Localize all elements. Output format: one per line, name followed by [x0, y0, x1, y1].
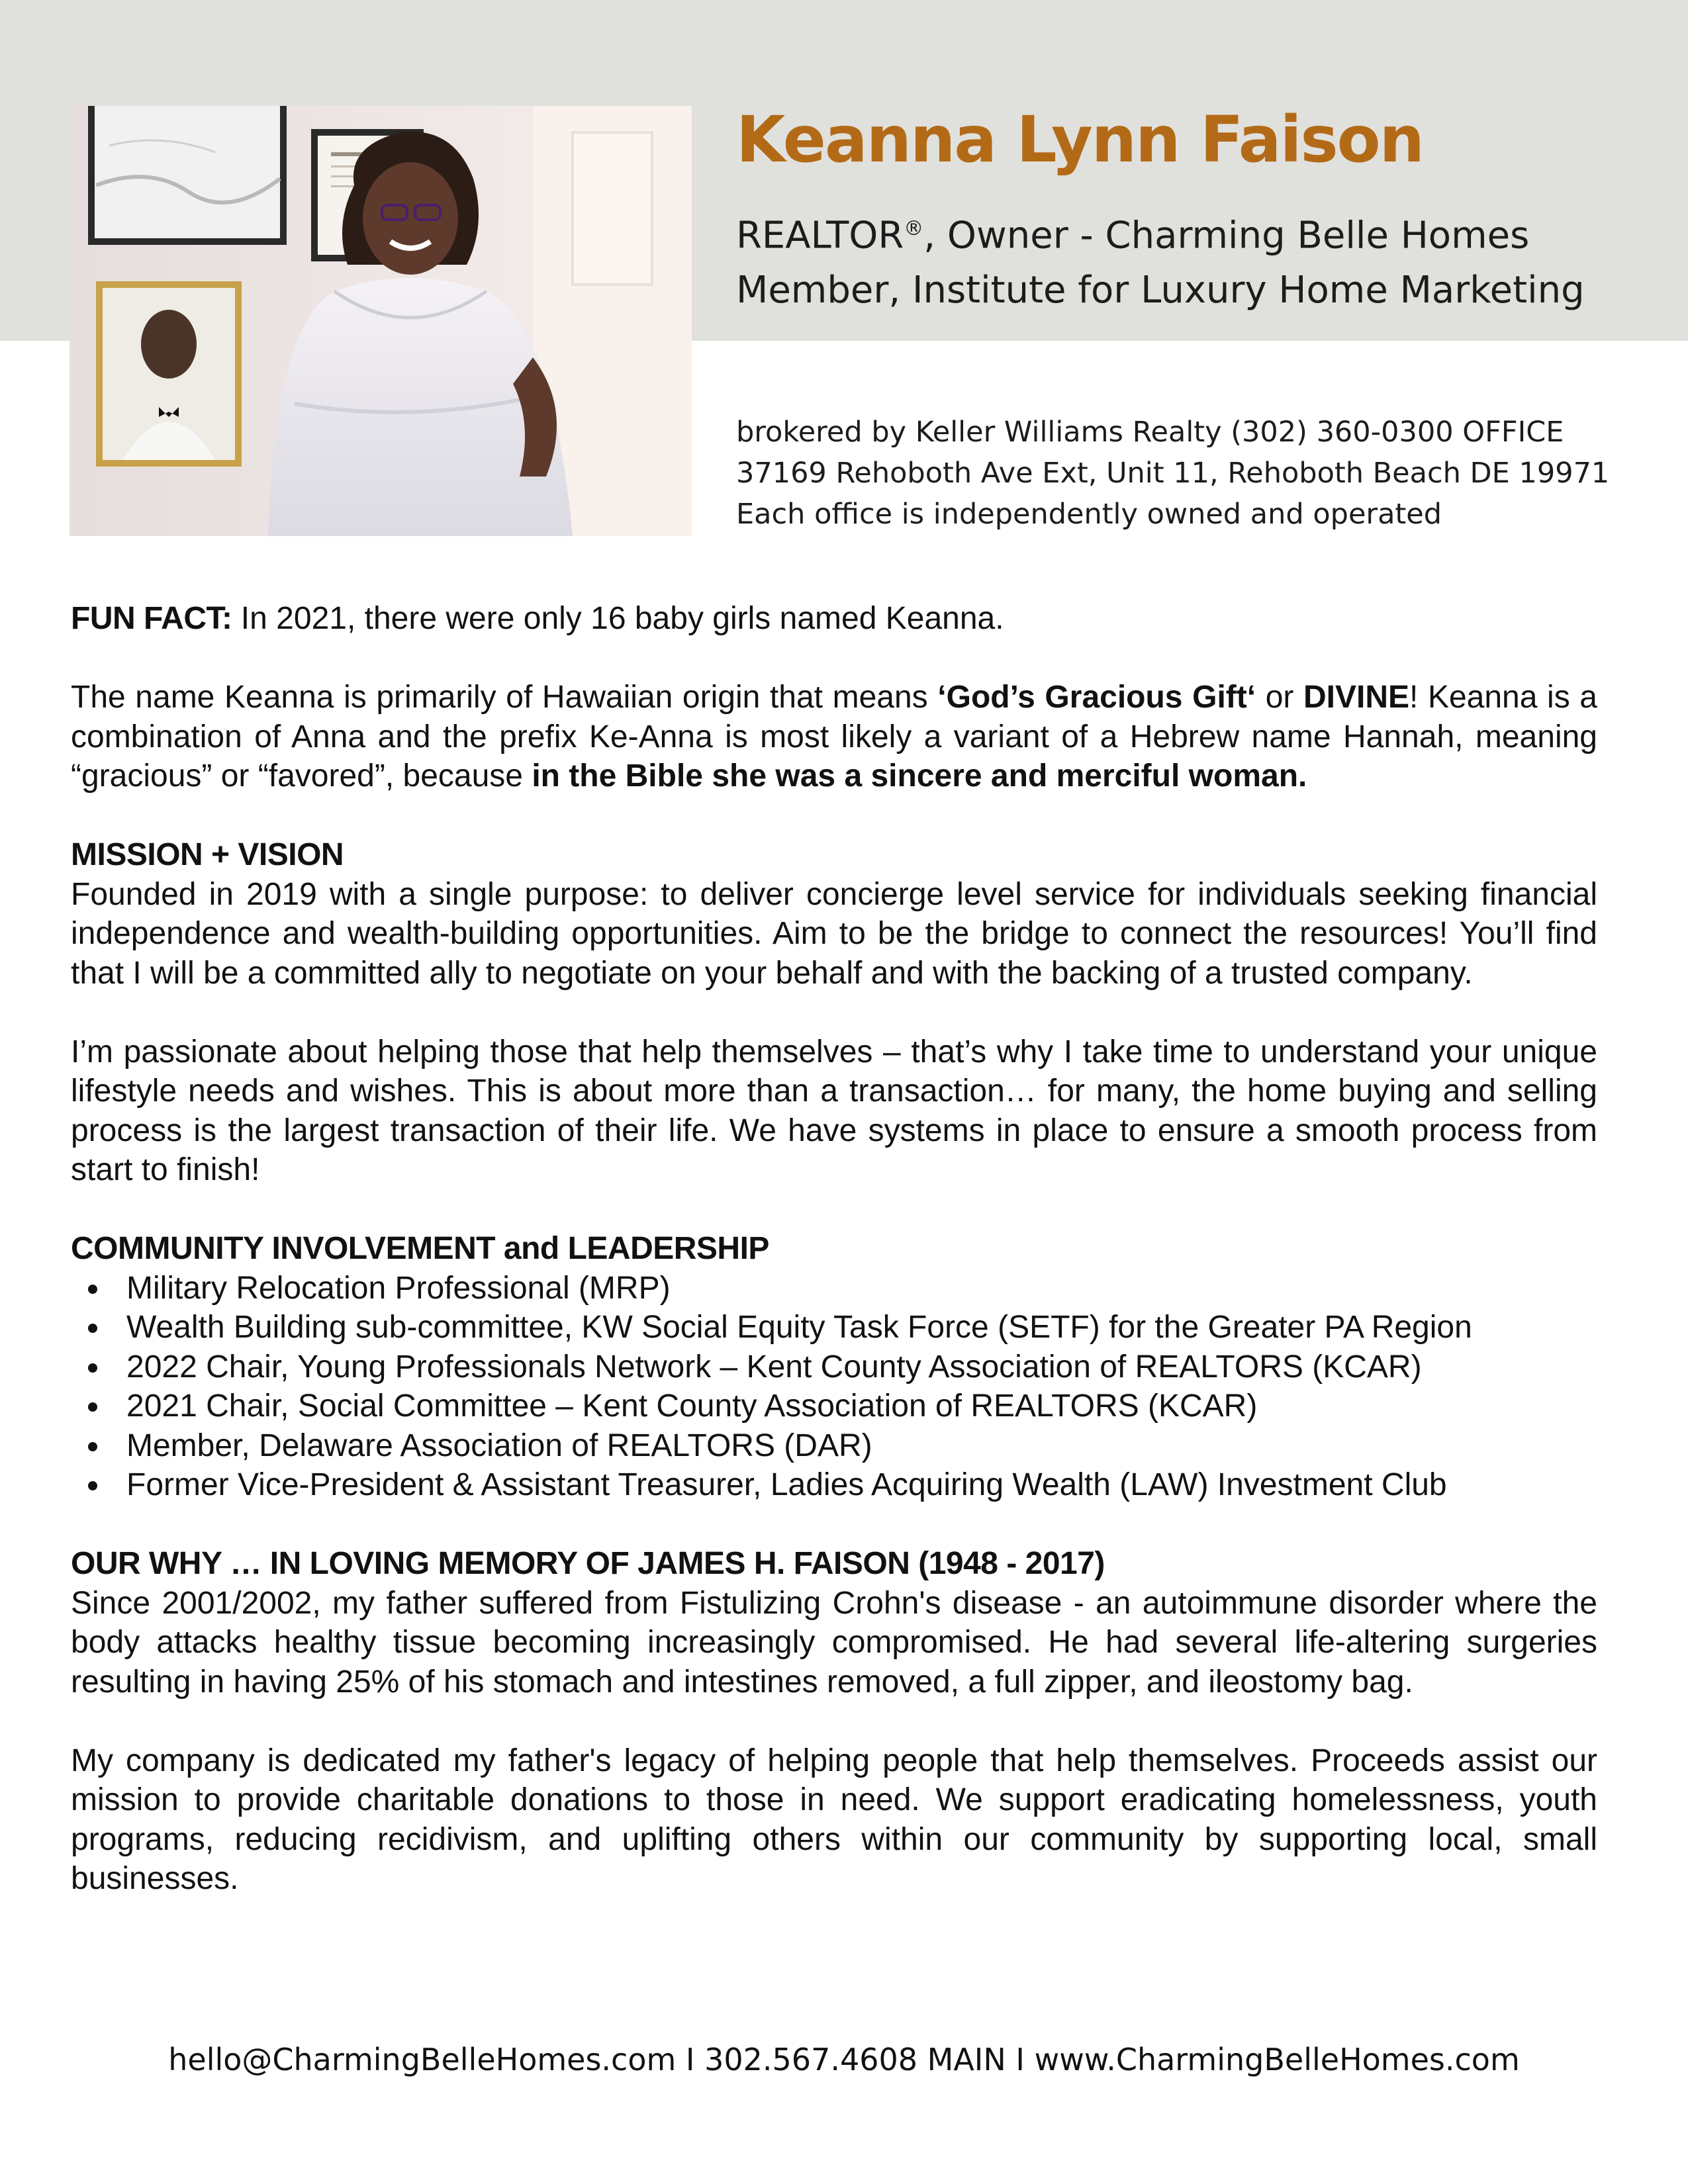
- meaning-text-3: ! Keanna is a combination of Anna and the prefix Ke-Anna is most likely a variant of a Hebrew name Hannah, meaning “gracious” or “favored”, because: [71, 680, 1597, 794]
- list-item: [71, 1347, 1597, 1387]
- bullet-icon: [88, 1402, 97, 1412]
- our-why-paragraph-2: My company is dedicated my father's legacy of helping people that help themselves. Proceeds assist our mission to provide charitable donations to those in need. We support eradicating homelessness, youth programs, reducing recidivism, and uplifting others within our community by supporting local, small businesses.: [71, 1743, 1597, 1896]
- title-line-2: Member, Institute for Luxury Home Marketing: [736, 268, 1585, 312]
- list-item-text: 2022 Chair, Young Professionals Network – Kent County Association of REALTORS (KCAR): [126, 1349, 1422, 1385]
- list-item-text: Former Vice-President & Assistant Treasurer, Ladies Acquiring Wealth (LAW) Investment Club: [126, 1467, 1447, 1502]
- title-owner: , Owner - Charming Belle Homes: [923, 214, 1530, 257]
- mission-heading: MISSION + VISION: [71, 837, 344, 872]
- meaning-text-2: or: [1256, 680, 1303, 715]
- meaning-text-1: The name Keanna is primarily of Hawaiian origin that means: [71, 680, 938, 715]
- agent-titles: [736, 202, 1585, 318]
- name-meaning-paragraph: [71, 678, 1597, 796]
- meaning-bold-2: DIVINE: [1303, 680, 1410, 715]
- community-heading: COMMUNITY INVOLVEMENT and LEADERSHIP: [71, 1231, 769, 1266]
- broker-address: 37169 Rehoboth Ave Ext, Unit 11, Rehoboth Beach DE 19971: [736, 457, 1610, 490]
- list-item: [71, 1387, 1597, 1426]
- bullet-icon: [88, 1285, 97, 1294]
- fun-fact-label: FUN FACT:: [71, 601, 232, 636]
- footer-contact: hello@CharmingBelleHomes.com I 302.567.4608 MAIN I www.CharmingBelleHomes.com: [168, 2042, 1520, 2077]
- bullet-icon: [88, 1442, 97, 1451]
- bullet-icon: [88, 1363, 97, 1373]
- list-item-text: 2021 Chair, Social Committee – Kent County Association of REALTORS (KCAR): [126, 1388, 1258, 1424]
- title-realtor: REALTOR: [736, 214, 904, 257]
- mission-paragraph-1: Founded in 2019 with a single purpose: to deliver concierge level service for individuals seeking financial independence and wealth-building opportunities. Aim to be the bridge to connect the resources! You’ll find that I will be a committed ally to negotiate on your behalf and with the backing of a trusted company.: [71, 876, 1597, 991]
- list-item-text: Wealth Building sub-committee, KW Social Equity Task Force (SETF) for the Greater PA Region: [126, 1310, 1472, 1345]
- registered-mark: ®: [904, 217, 924, 240]
- main-content: [71, 599, 1597, 1899]
- our-why-heading: OUR WHY … IN LOVING MEMORY OF JAMES H. FAISON (1948 - 2017): [71, 1546, 1105, 1581]
- mission-paragraph-2: I’m passionate about helping those that help themselves – that’s why I take time to understand your unique lifestyle needs and wishes. This is about more than a transaction… for many, the home buying and selling process is the largest transaction of their life. We have systems in place to ensure a smooth process from start to finish!: [71, 1034, 1597, 1187]
- title-line-1: [736, 202, 1585, 263]
- profile-photo: [70, 106, 692, 536]
- broker-disclaimer: Each office is independently owned and operated: [736, 498, 1442, 531]
- broker-info: [736, 412, 1609, 535]
- list-item: [71, 1426, 1597, 1466]
- list-item: [71, 1308, 1597, 1347]
- meaning-bold-3: in the Bible she was a sincere and merciful woman.: [532, 758, 1307, 794]
- fun-fact: [71, 599, 1597, 639]
- our-why-paragraph-1: Since 2001/2002, my father suffered from Fistulizing Crohn's disease - an autoimmune disorder where the body attacks healthy tissue becoming increasingly compromised. He had several life-altering surgeries resulting in having 25% of his stomach and intestines removed, a full zipper, and ileostomy bag.: [71, 1585, 1597, 1700]
- broker-line-1: brokered by Keller Williams Realty (302) 360-0300 OFFICE: [736, 416, 1564, 449]
- agent-name: Keanna Lynn Faison: [736, 103, 1423, 177]
- fun-fact-text: In 2021, there were only 16 baby girls named Keanna.: [232, 601, 1004, 636]
- list-item: [71, 1465, 1597, 1505]
- bullet-icon: [88, 1481, 97, 1490]
- bullet-icon: [88, 1324, 97, 1333]
- meaning-bold-1: ‘God’s Gracious Gift‘: [937, 680, 1256, 715]
- list-item-text: Military Relocation Professional (MRP): [126, 1270, 671, 1306]
- community-list: [71, 1269, 1597, 1505]
- list-item: [71, 1269, 1597, 1308]
- list-item-text: Member, Delaware Association of REALTORS (DAR): [126, 1428, 872, 1463]
